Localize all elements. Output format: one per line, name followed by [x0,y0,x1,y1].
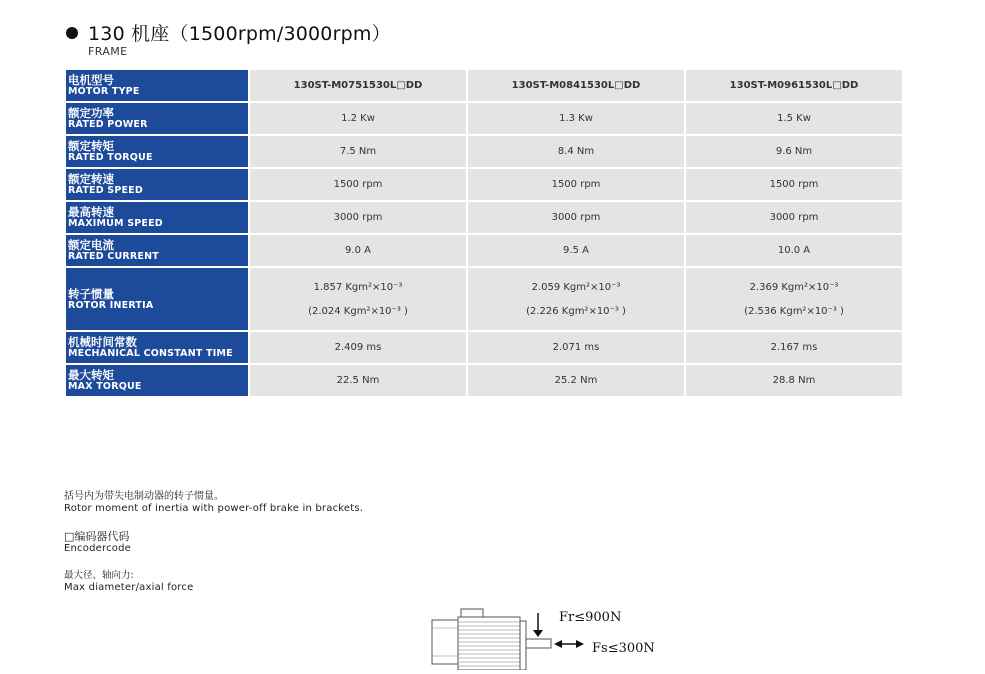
value-cell: 1500 rpm [250,169,466,200]
row-label [66,268,248,330]
row-label-en: RATED TORQUE [68,152,153,163]
table-row-maximum-speed [66,202,902,233]
row-label-cn: 额定电流 [68,238,114,252]
inertia-value: 2.059 Kgm²×10⁻³ [531,281,621,293]
force-note-cn: 最大径、轴向力: [64,570,134,581]
brake-note-en: Rotor moment of inertia with power-off brake in brackets. [64,503,364,514]
table-row-rated-current [66,235,902,266]
inertia-cell [468,268,684,330]
axial-force-label: Fs≤300N [592,641,655,656]
table-row-rated-torque [66,136,902,167]
value-cell: 3000 rpm [468,202,684,233]
inertia-brake-value: (2.226 Kgm²×10⁻³ ) [526,305,626,317]
value-cell: 9.6 Nm [686,136,902,167]
value-cell: 9.5 A [468,235,684,266]
row-label [66,235,248,266]
value-cell: 1.3 Kw [468,103,684,134]
value-cell: 2.409 ms [250,332,466,363]
value-cell: 3000 rpm [686,202,902,233]
force-note-en: Max diameter/axial force [64,582,194,593]
value-cell: 9.0 A [250,235,466,266]
row-label-en: RATED POWER [68,119,148,130]
value-cell: 22.5 Nm [250,365,466,396]
inertia-brake-value: (2.536 Kgm²×10⁻³ ) [744,305,844,317]
inertia-cell [250,268,466,330]
value-cell: 25.2 Nm [468,365,684,396]
motor-force-diagram [428,606,668,670]
inertia-brake-value: (2.024 Kgm²×10⁻³ ) [308,305,408,317]
row-label [66,70,248,101]
row-label-en: MOTOR TYPE [68,86,140,97]
table-row-rated-power [66,103,902,134]
row-label-cn: 额定功率 [68,106,114,120]
value-cell: 2.167 ms [686,332,902,363]
value-cell: 1500 rpm [686,169,902,200]
row-label-en: ROTOR INERTIA [68,299,154,311]
brake-note-cn: 括号内为带失电制动器的转子惯量。 [64,491,224,502]
table-row-max-torque [66,365,902,396]
row-label-en: MAXIMUM SPEED [68,218,163,229]
value-cell: 10.0 A [686,235,902,266]
brake-inertia-note [64,490,363,515]
motor-illustration [428,606,668,670]
motor-flange [520,621,526,670]
max-force-note [64,569,193,594]
inertia-cell [686,268,902,330]
value-cell: 2.071 ms [468,332,684,363]
row-label [66,136,248,167]
page-subtitle: FRAME [88,45,128,58]
table-row-mechanical-constant-time [66,332,902,363]
value-cell: 1500 rpm [468,169,684,200]
page-title-row [66,19,391,46]
motor-model-cell: 130ST-M0751530L□DD [250,70,466,101]
radial-force-label: Fr≤900N [559,610,622,625]
table-row-rated-speed [66,169,902,200]
value-cell: 28.8 Nm [686,365,902,396]
value-cell: 7.5 Nm [250,136,466,167]
row-label [66,332,248,363]
row-label-cn: 最高转速 [68,205,114,219]
row-label-cn: 电机型号 [68,73,114,87]
row-label-cn: 转子惯量 [68,286,114,301]
value-cell: 3000 rpm [250,202,466,233]
row-label-cn: 最大转矩 [68,368,114,382]
row-label-cn: 机械时间常数 [68,335,137,349]
row-label-cn: 额定转速 [68,172,114,186]
row-label-en: MECHANICAL CONSTANT TIME [68,348,233,359]
row-label [66,103,248,134]
motor-rear-cap [432,620,458,664]
spec-table [64,68,904,398]
row-label [66,169,248,200]
inertia-value: 2.369 Kgm²×10⁻³ [749,281,839,293]
row-label-cn: 额定转矩 [68,139,114,153]
value-cell: 1.5 Kw [686,103,902,134]
motor-model-cell: 130ST-M0961530L□DD [686,70,902,101]
motor-shaft [526,639,551,648]
encoder-note-en: Encodercode [64,543,131,554]
value-cell: 1.2 Kw [250,103,466,134]
axial-force-arrow-icon [554,640,584,648]
row-label-en: RATED CURRENT [68,251,159,262]
row-label-en: MAX TORQUE [68,381,142,392]
table-row-motor-type [66,70,902,101]
bullet-icon [66,27,78,39]
motor-model-cell: 130ST-M0841530L□DD [468,70,684,101]
row-label [66,202,248,233]
encoder-note-cn: □编码器代码 [64,530,130,543]
value-cell: 8.4 Nm [468,136,684,167]
row-label [66,365,248,396]
inertia-value: 1.857 Kgm²×10⁻³ [313,281,403,293]
row-label-en: RATED SPEED [68,185,143,196]
radial-force-arrow-icon [533,613,543,637]
page-title: 130 机座（1500rpm/3000rpm） [88,23,391,45]
encoder-code-note [64,530,131,555]
table-row-rotor-inertia [66,268,902,330]
